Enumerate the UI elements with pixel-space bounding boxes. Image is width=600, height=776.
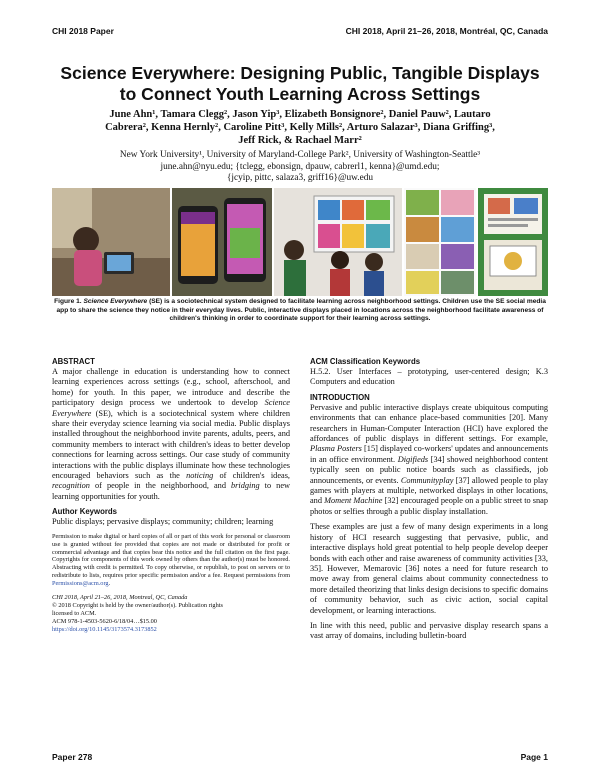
- copyright-line: © 2018 Copyright is held by the owner/author(s). Publication rights: [52, 601, 223, 609]
- author-list: [80, 108, 520, 147]
- photo-app-screens: [172, 188, 272, 296]
- photo-children-at-public-display: [274, 188, 402, 296]
- caption-text: (SE) is a sociotechnical system designed to facilitate learning across neighborhood settings. Children use the SE social media app to share the science they notice in their everyday lives. Public, interactive displays placed in locations across the neighborhood facilitate awareness of children's thinking in order to coordinate support for their learning across settings.: [56, 298, 546, 323]
- footer-paper-number: Paper 278: [52, 752, 93, 762]
- introduction-paragraph-3: In line with this need, public and pervasive display research spans a vast array of domains, including bulletin-board: [310, 620, 548, 641]
- photo-post-grid: [404, 188, 476, 296]
- authors-line-3: Jeff Rick, & Rachael Marr²: [238, 135, 362, 146]
- figure-1-collage: [52, 188, 548, 296]
- photo-tangible-display-board: [478, 188, 548, 296]
- left-column: [52, 357, 290, 634]
- publication-info: [52, 594, 290, 634]
- author-keywords-text: Public displays; pervasive displays; community; children; learning: [52, 517, 274, 527]
- permission-notice: Permission to make digital or hard copies of all or part of this work for personal or classroom use is granted without fee provided that copies are not made or distributed for profit or commercial advantage and that copies bear this notice and the full citation on the first page. Copyrights for components of this work owned by others than the author(s) must be honored. Abstracting with credit is permitted. To copy otherwise, or republish, to post on servers or to redistribute to lists, requires prior specific permission and/or a fee. Request permissions from Permissions@acm.org.: [52, 532, 290, 588]
- license-line: licensed to ACM.: [52, 609, 97, 617]
- running-header-right: CHI 2018, April 21–26, 2018, Montréal, QC, Canada: [345, 26, 548, 36]
- caption-label: Figure 1.: [54, 298, 82, 305]
- affiliation-line-2: june.ahn@nyu.edu; {tclegg, ebonsign, dpauw, cabrerl1, kenna}@umd.edu;: [160, 161, 440, 172]
- paper-title: [40, 63, 560, 105]
- acm-classification-text: H.5.2. User Interfaces – prototyping, user-centered design; K.3 Computers and education: [310, 367, 548, 387]
- introduction-heading: INTRODUCTION: [310, 392, 370, 402]
- affiliation-line-1: New York University¹, University of Maryland-College Park², University of Washington-Seattle³: [119, 150, 481, 160]
- affiliation-line-3: {jcyip, pittc, salaza3, griff16}@uw.edu: [226, 173, 374, 183]
- abstract-text: A major challenge in education is understanding how to connect learning experiences across settings (e.g., school, afterschool, and home) for youth. In this paper, we introduce and describe the participatory design process we undertook to develop Science Everywhere (SE), which is a sociotechnical system where children share their everyday science learning via social media. Public displays installed throughout the neighborhood invite parents, adults, peers, and community members to interact with children's ideas to better develop connections for learning across settings. Our case study of community interactions with the public displays illuminate how these technologies encouraged behaviors such as the noticing of children's ideas, recognition of people in the neighborhood, and bridging to new learning opportunities for youth.: [52, 367, 291, 501]
- abstract-heading: ABSTRACT: [52, 357, 95, 366]
- title-line-2: to Connect Youth Learning Across Settings: [119, 84, 481, 104]
- figure-caption: [52, 298, 548, 324]
- permissions-email-link[interactable]: Permissions@acm.org: [52, 580, 109, 588]
- doi-link[interactable]: https://doi.org/10.1145/3173574.3173852: [52, 625, 157, 633]
- photo-child-with-tablet: [52, 188, 170, 296]
- footer-page-number: Page 1: [520, 752, 548, 762]
- right-column: [310, 357, 548, 647]
- introduction-paragraph-2: These examples are just a few of many design experiments in a long history of HCI research suggesting that pervasive, public, and interactive displays hold great potential to help people develop deeper bonds with each other and raise awareness of community activities [33, 35]. However, Memarovic [36] notes a need for future research to move away from general claims about community connectedness to more detailed theorizing that links design decisions to specific domains of community behavior, such as civic action, social capital development, or learning interactions.: [310, 522, 548, 615]
- isbn-line: ACM 978-1-4503-5620-6/18/04…$15.00: [52, 617, 157, 625]
- authors-line-1: June Ahn¹, Tamara Clegg², Jason Yip³, Elizabeth Bonsignore², Daniel Pauw², Lautaro: [109, 109, 491, 120]
- title-line-1: Science Everywhere: Designing Public, Tangible Displays: [60, 63, 540, 83]
- caption-system-name: Science Everywhere: [83, 298, 148, 305]
- conference-line: CHI 2018, April 21–26, 2018, Montreal, QC, Canada: [52, 594, 188, 602]
- affiliations: [60, 150, 540, 185]
- introduction-paragraph-1: Pervasive and public interactive displays create ubiquitous computing environments that can enhance place-based communities [20]. Many researchers in Human-Computer Interaction (HCI) have explored the affordances of public displays in different settings. For example, Plasma Posters [15] displayed co-workers' updates and announcements in an office environment. Digifieds [34] showed neighborhood content typically seen on public notice boards such as classifieds, job announcements, or events. Communityplay [37] allowed people to play games with players at multiple, networked displays in other locations, and Moment Machine [32] encouraged people on a public street to snap photos or selfies through a public display installation.: [310, 402, 549, 516]
- authors-line-2: Cabrera², Kenna Hernly², Caroline Pitt³, Kelly Mills², Arturo Salazar³, Diana Griffing³,: [105, 122, 495, 133]
- author-keywords-heading: Author Keywords: [52, 507, 117, 517]
- acm-classification-heading: ACM Classification Keywords: [310, 357, 421, 366]
- running-header-left: CHI 2018 Paper: [52, 26, 114, 36]
